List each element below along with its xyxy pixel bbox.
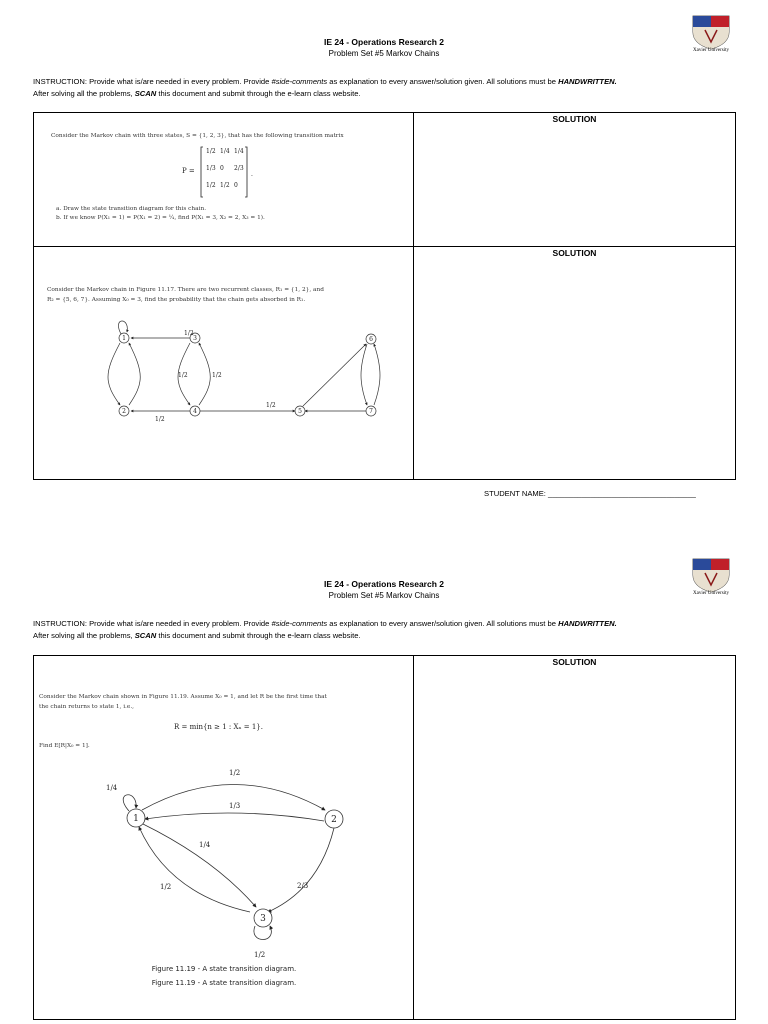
edge-2-3 (268, 828, 334, 912)
state-node-label: 5 (298, 408, 302, 416)
page-subtitle: Problem Set #5 Markov Chains (328, 49, 440, 58)
row-divider (34, 246, 735, 247)
self-loop-1 (118, 321, 127, 334)
edge-5-6 (303, 344, 366, 406)
page-title: IE 24 - Operations Research 2 (324, 37, 444, 47)
svg-text:.: . (251, 171, 253, 178)
problem3-find: Find E[R|X₀ = 1]. (39, 743, 90, 749)
matrix-cell: 1/4 (220, 148, 230, 155)
student-name-label: STUDENT NAME: ___________________________________ (484, 489, 696, 498)
figure-caption: Figure 11.19 - A state transition diagram. (151, 965, 297, 973)
problem3-line1: Consider the Markov chain shown in Figure 11.19. Assume X₀ = 1, and let R be the first time that (39, 694, 327, 700)
problem1-intro: Consider the Markov chain with three states, S = {1, 2, 3}, that has the following transition matrix (51, 133, 344, 139)
state-node-6 (366, 334, 376, 344)
matrix-cell: 1/3 (206, 165, 216, 172)
solution-label: SOLUTION (552, 248, 597, 258)
label-1-2: 1/2 (229, 769, 241, 777)
label-1-3: 1/4 (199, 841, 211, 849)
state-node-label: 1 (133, 814, 139, 824)
logo-text: Xavier University (693, 591, 729, 596)
edge-2-1 (145, 813, 324, 821)
matrix-cell: 1/4 (234, 148, 244, 155)
state-node-4 (190, 406, 200, 416)
state-node-label: 2 (122, 408, 126, 416)
state-node-7 (366, 406, 376, 416)
shield-icon (687, 557, 735, 593)
edge-label-4-3: 1/2 (212, 372, 222, 379)
self-loop-3 (254, 926, 271, 940)
label-2-1: 1/3 (229, 802, 241, 810)
logo-text: Xavier University (693, 48, 729, 53)
matrix-cell: 1/2 (220, 182, 230, 189)
edge-1-3 (143, 824, 256, 907)
matrix-cell: 0 (220, 165, 224, 172)
state-node-label: 1 (122, 335, 126, 343)
edge-1-2 (108, 343, 120, 405)
matrix-cell: 0 (234, 182, 238, 189)
instruction: INSTRUCTION: Provide what is/are needed in every problem. Provide #side-comments as explanation to every answer/solution given. All solutions must be HANDWRITTEN. After solving all the problems, SCAN this document and submit through the e-learn class website. (33, 77, 617, 98)
university-logo (687, 557, 735, 607)
matrix-cell: 1/2 (206, 182, 216, 189)
matrix-cell: 2/3 (234, 165, 244, 172)
matrix-label: P = (182, 167, 195, 175)
state-node-label: 7 (369, 408, 373, 416)
instruction: INSTRUCTION: Provide what is/are needed in every problem. Provide #side-comments as explanation to every answer/solution given. All solutions must be HANDWRITTEN. After solving all the problems, SCAN this document and submit through the e-learn class website. (33, 619, 617, 640)
problem1-part-a: a. Draw the state transition diagram for this chain. (56, 206, 207, 212)
edge-7-6 (374, 344, 380, 405)
problem3-line2: the chain returns to state 1, i.e., (39, 704, 135, 710)
solution-label: SOLUTION (552, 657, 597, 667)
edge-label-4-5: 1/2 (266, 402, 276, 409)
label-2-3: 2/3 (297, 882, 309, 890)
problem2-line1: Consider the Markov chain in Figure 11.17. There are two recurrent classes, R₁ = {1, 2}, and (47, 287, 324, 293)
edge-4-3 (199, 343, 210, 405)
edge-label-3-1: 1/2 (184, 330, 194, 337)
state-node-2 (119, 406, 129, 416)
state-node-2 (325, 810, 343, 828)
problem3-formula: R = min{n ≥ 1 : Xₙ = 1}. (174, 723, 263, 731)
figure-caption: Figure 11.19 - A state transition diagram. (151, 979, 297, 987)
state-node-1 (119, 333, 129, 343)
problem1-part-b: b. If we know P(X₁ = 1) = P(X₁ = 2) = ¼, find P(X₁ = 3, X₂ = 2, X₃ = 1). (56, 215, 265, 221)
label-self-3: 1/2 (254, 951, 266, 959)
edge-6-7 (361, 344, 367, 405)
column-divider (413, 656, 414, 1019)
self-loop-1 (123, 795, 136, 811)
university-logo (687, 14, 735, 64)
page-title: IE 24 - Operations Research 2 (324, 579, 444, 589)
state-node-label: 3 (193, 335, 197, 343)
matrix-cell: 1/2 (206, 148, 216, 155)
state-node-5 (295, 406, 305, 416)
edge-label-4-2: 1/2 (155, 416, 165, 423)
page-subtitle: Problem Set #5 Markov Chains (328, 591, 440, 600)
figure-11-19-diagram (94, 764, 354, 974)
solution-label: SOLUTION (552, 114, 597, 124)
column-divider (413, 113, 414, 479)
problem-table (33, 112, 736, 480)
problem2-line2: R₂ = {5, 6, 7}. Assuming X₀ = 3, find the probability that the chain gets absorbed in R₁. (47, 297, 306, 303)
state-node-label: 6 (369, 336, 373, 344)
state-node-label: 2 (331, 815, 337, 825)
edge-3-1 (139, 827, 250, 912)
problem-table (33, 655, 736, 1020)
state-node-label: 4 (193, 408, 197, 416)
state-node-3 (254, 909, 272, 927)
transition-matrix (200, 146, 253, 198)
label-3-1: 1/2 (160, 883, 172, 891)
figure-11-17-diagram (94, 313, 373, 423)
edge-2-1 (129, 343, 140, 405)
label-self-1: 1/4 (106, 784, 118, 792)
edge-label-3-4: 1/2 (178, 372, 188, 379)
state-node-label: 3 (260, 914, 266, 924)
shield-icon (687, 14, 735, 50)
state-node-1 (127, 809, 145, 827)
